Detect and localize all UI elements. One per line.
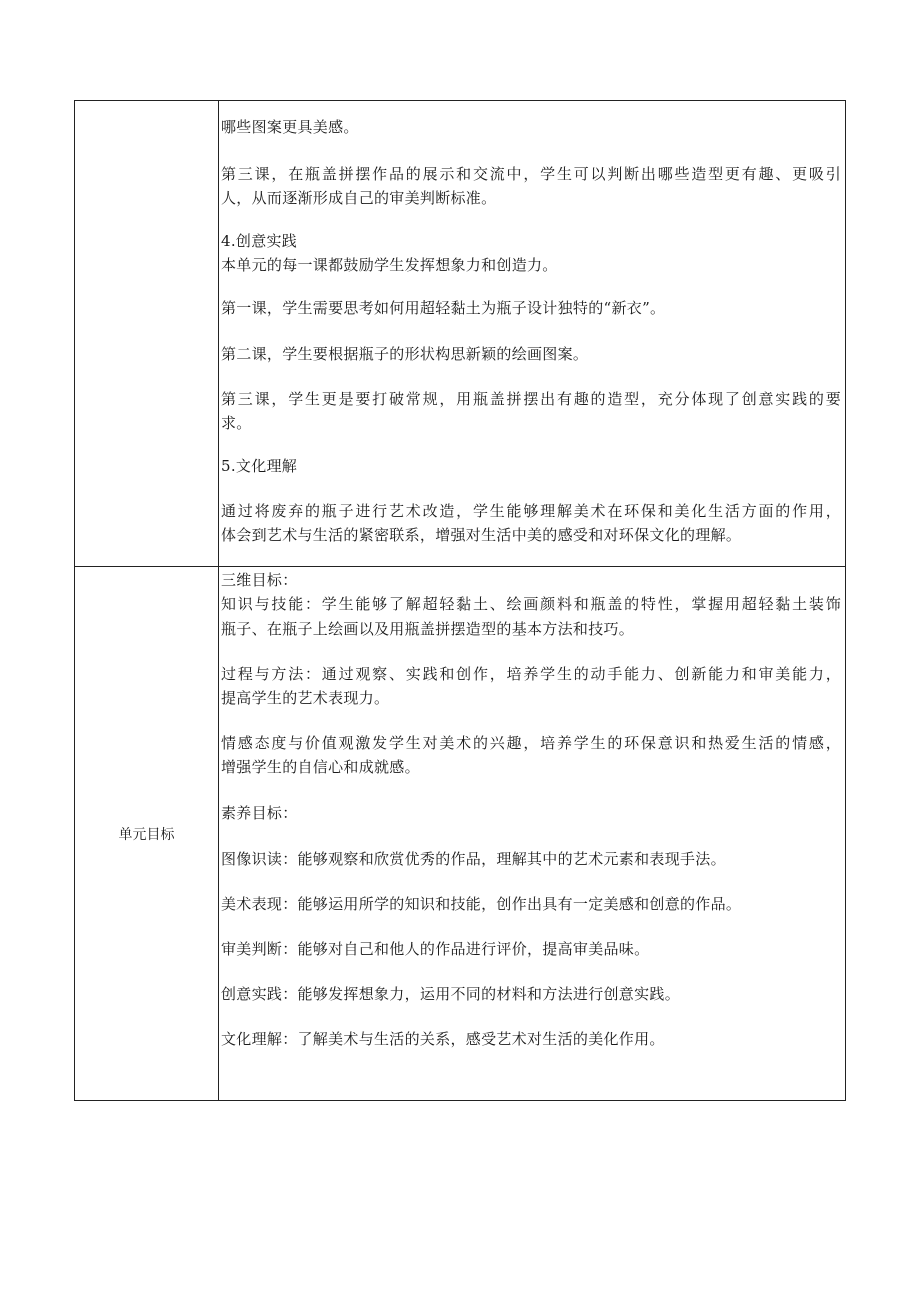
text-line: 提高学生的艺术表现力。 xyxy=(221,689,390,707)
text-line: 人，从而逐渐形成自己的审美判断标准。 xyxy=(221,189,497,207)
text-line: 通过将废弃的瓶子进行艺术改造，学生能够理解美术在环保和美化生活方面的作用， xyxy=(221,502,841,520)
text-line: 第二课，学生要根据瓶子的形状构思新颖的绘画图案。 xyxy=(221,345,589,363)
text-line: 本单元的每一课都鼓励学生发挥想象力和创造力。 xyxy=(221,256,558,274)
row-label-unit-goals: 单元目标 xyxy=(75,567,219,1100)
document-table xyxy=(74,100,846,1101)
text-line: 第一课，学生需要思考如何用超轻黏土为瓶子设计独特的“新衣”。 xyxy=(221,299,666,317)
section-heading: 三维目标： xyxy=(221,571,298,589)
text-line: 审美判断：能够对自己和他人的作品进行评价，提高审美品味。 xyxy=(221,940,650,958)
text-line: 求。 xyxy=(221,414,252,432)
text-line: 瓶子、在瓶子上绘画以及用瓶盖拼摆造型的基本方法和技巧。 xyxy=(221,620,635,638)
text-line: 增强学生的自信心和成就感。 xyxy=(221,758,420,776)
table-row-unit-goals xyxy=(75,567,845,1100)
text-line: 美术表现：能够运用所学的知识和技能，创作出具有一定美感和创意的作品。 xyxy=(221,895,742,913)
text-line: 哪些图案更具美感。 xyxy=(221,118,359,136)
text-line: 文化理解：了解美术与生活的关系，感受艺术对生活的美化作用。 xyxy=(221,1030,665,1048)
text-line: 第三课，在瓶盖拼摆作品的展示和交流中，学生可以判断出哪些造型更有趣、更吸引 xyxy=(221,165,841,183)
text-line: 体会到艺术与生活的紧密联系，增强对生活中美的感受和对环保文化的理解。 xyxy=(221,526,742,544)
section-heading: 4.创意实践 xyxy=(221,232,298,250)
content-cell-core-literacy xyxy=(219,101,845,566)
table-row-continuation xyxy=(75,101,845,567)
row-label-empty xyxy=(75,101,219,566)
text-line: 第三课，学生更是要打破常规，用瓶盖拼摆出有趣的造型，充分体现了创意实践的要 xyxy=(221,390,841,408)
text-line: 知识与技能：学生能够了解超轻黏土、绘画颜料和瓶盖的特性，掌握用超轻黏土装饰 xyxy=(221,595,841,613)
content-cell-unit-goals xyxy=(219,567,845,1100)
text-line: 情感态度与价值观激发学生对美术的兴趣，培养学生的环保意识和热爱生活的情感， xyxy=(221,734,841,752)
text-line: 图像识读：能够观察和欣赏优秀的作品，理解其中的艺术元素和表现手法。 xyxy=(221,850,726,868)
section-heading: 素养目标： xyxy=(221,804,298,822)
text-line: 过程与方法：通过观察、实践和创作，培养学生的动手能力、创新能力和审美能力， xyxy=(221,665,841,683)
text-line: 创意实践：能够发挥想象力，运用不同的材料和方法进行创意实践。 xyxy=(221,985,681,1003)
section-heading: 5.文化理解 xyxy=(221,457,298,475)
